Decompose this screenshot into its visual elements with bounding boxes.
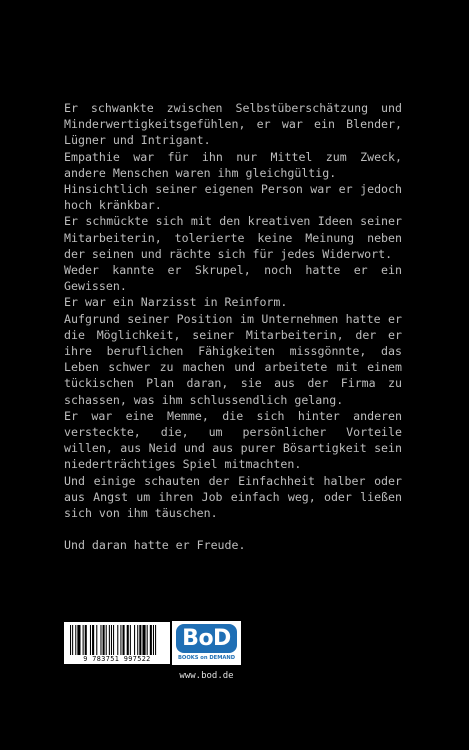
barcode-bar	[90, 625, 91, 655]
blurb-paragraph-4: Er schmückte sich mit den kreativen Ideen seiner Mitarbeiterin, tolerierte keine Meinung neben der seinen und rächte sich für jedes Widerwort.	[64, 214, 402, 261]
barcode-bar	[85, 625, 87, 655]
barcode-bars	[68, 625, 166, 655]
publisher-logo	[172, 621, 241, 665]
blurb-paragraph-2: Empathie war für ihn nur Mittel zum Zweck, andere Menschen waren ihm gleichgültig.	[64, 149, 402, 180]
blurb-text	[64, 100, 402, 553]
blurb-paragraph-1: Er schwankte zwischen Selbstüberschätzung und Minderwertigkeitsgefühlen, er war ein Blender, Lügner und Intrigant.	[64, 101, 402, 148]
barcode-bar	[153, 625, 154, 655]
barcode-bar	[155, 625, 156, 655]
blurb-closing-line: Und daran hatte er Freude.	[64, 538, 246, 553]
barcode-bar	[147, 625, 148, 655]
barcode-bar	[127, 625, 129, 655]
barcode-bar	[100, 625, 101, 655]
barcode-bar	[83, 625, 84, 655]
isbn-digits: 9 783751 997522	[83, 655, 151, 663]
barcode-bar	[113, 625, 114, 655]
barcode-bar	[92, 625, 94, 655]
publisher-website: www.bod.de	[179, 671, 234, 681]
blurb-paragraph-5: Weder kannte er Skrupel, noch hatte er ein Gewissen.	[64, 263, 402, 294]
barcode-bar	[123, 625, 125, 655]
barcode-bar	[139, 625, 141, 655]
barcode-bar	[77, 625, 80, 655]
barcode-bar	[117, 625, 118, 655]
blurb-paragraph-3: Hinsichtlich seiner eigenen Person war er jedoch hoch kränkbar.	[64, 182, 402, 213]
barcode-bar	[75, 625, 76, 655]
barcode-bar	[111, 625, 112, 655]
barcode-bar	[142, 625, 145, 655]
barcode-bar	[130, 625, 131, 655]
barcode-bar	[137, 625, 138, 655]
barcode-bar	[72, 625, 73, 655]
barcode-bar	[134, 625, 135, 655]
barcode-bar	[109, 625, 110, 655]
publisher-logo-mark: BoD	[176, 624, 237, 653]
barcode-bar	[150, 625, 152, 655]
blurb-paragraph-7: Aufgrund seiner Position im Unternehmen hatte er die Möglichkeit, seiner Mitarbeiterin, der er ihre beruflichen Fähigkeiten missgönnte, das Leben schwer zu machen und arbeitete mit einem tückischen Plan daran, sie aus der Firma zu schassen, was ihm schlussendlich gelang.	[64, 311, 402, 407]
blurb-paragraph-6: Er war ein Narzisst in Reinform.	[64, 295, 288, 310]
barcode-bar	[103, 625, 105, 655]
blurb-paragraph-9: Und einige schauten der Einfachheit halber oder aus Angst um ihren Job einfach weg, oder ließen sich von ihm täuschen.	[64, 473, 402, 521]
barcode-bar	[96, 625, 97, 655]
barcode-bar	[120, 625, 121, 655]
barcode-bar	[70, 625, 71, 655]
barcode-bar	[106, 625, 107, 655]
publisher-tagline: BOOKS on DEMAND	[177, 655, 236, 661]
blurb-paragraph-8: Er war eine Memme, die sich hinter anderen versteckte, die, um persönlicher Vorteile willen, aus Neid und aus purer Bösartigkeit sein niederträchtiges Spiel mitmachten.	[64, 408, 402, 472]
isbn-barcode	[64, 622, 170, 664]
